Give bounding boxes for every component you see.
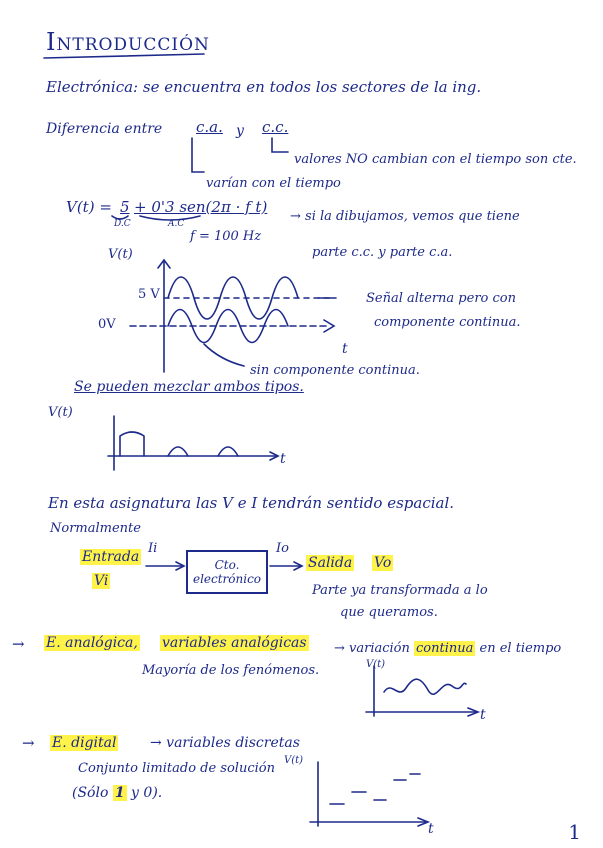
entrada-label: Entrada (82, 549, 140, 565)
normalmente-label: Normalmente (50, 521, 141, 536)
page-title: Introducción (46, 28, 210, 56)
circuit-box-line2: electrónico (192, 572, 262, 587)
graph1-xlabel: t (342, 341, 348, 357)
sin-componente-note: sin componente continua. (250, 363, 420, 378)
ca-bracket (192, 138, 204, 172)
ac-term: + 0'3 sen(2π · f t) (134, 198, 268, 216)
digital-graph-ylabel: V(t) (284, 755, 304, 766)
equation-note-2: parte c.c. y parte c.a. (312, 245, 453, 260)
title-underline (44, 54, 204, 58)
mix-line: Se pueden mezclar ambos tipos. (74, 379, 304, 395)
analogica-desc: → variación continua en el tiempo (334, 641, 562, 656)
analog-graph-ylabel: V(t) (366, 659, 386, 670)
ac-label: A.C (168, 219, 185, 229)
pulse-2 (168, 447, 188, 456)
io-label: Io (276, 541, 289, 556)
graph2-ylabel: V(t) (48, 405, 73, 420)
diferencia-lead: Diferencia entre (46, 121, 163, 137)
circuit-note-2: que queramos. (340, 605, 438, 620)
graph1-y5: 5 V (138, 287, 160, 302)
digital-vars: → variables discretas (150, 735, 300, 751)
vo-label: Vo (374, 555, 392, 571)
analogica-arrow: → (12, 635, 25, 653)
ii-label: Ii (148, 541, 158, 556)
pulse-1 (120, 432, 144, 456)
electronica-line: Electrónica: se encuentra en todos los sectores de la ing. (46, 78, 482, 96)
asignatura-line: En esta asignatura las V e I tendrán sentido espacial. (48, 494, 455, 512)
dc-brace (112, 216, 128, 219)
ca-note: varían con el tiempo (206, 176, 341, 191)
sin-componente-pointer (204, 344, 244, 366)
analogica-sub: Mayoría de los fenómenos. (142, 663, 320, 678)
alt-note-2: componente continua. (374, 315, 521, 330)
cc-label: c.c. (262, 118, 289, 136)
dc-label: D.C (114, 219, 131, 229)
vi-label: Vi (94, 573, 109, 589)
graph2-xlabel: t (280, 451, 286, 467)
graph1-y0: 0V (98, 317, 116, 332)
equation-note-1: → si la dibujamos, vemos que tiene (290, 209, 520, 224)
analogica-label: E. analógica, (46, 635, 138, 651)
ac-brace (140, 216, 200, 220)
analog-graph-xlabel: t (480, 707, 486, 723)
freq-label: f = 100 Hz (190, 229, 262, 244)
digital-arrow: → (22, 734, 35, 752)
cc-bracket (272, 138, 288, 152)
pulse-3 (218, 447, 238, 456)
circuit-note-1: Parte ya transformada a lo (312, 583, 488, 598)
graph1-ylabel: V(t) (108, 247, 133, 262)
cc-note: valores NO cambian con el tiempo son cte. (294, 152, 577, 167)
analogica-vars: variables analógicas (162, 635, 307, 651)
salida-label: Salida (308, 555, 353, 571)
analog-wave (384, 679, 466, 694)
ca-label: c.a. (196, 118, 223, 136)
page-number: 1 (568, 820, 581, 844)
equation-lhs: V(t) = (66, 198, 112, 216)
digital-conjunto: Conjunto limitado de solución (78, 761, 275, 776)
alt-note-1: Señal alterna pero con (366, 291, 516, 306)
circuit-box-line1: Cto. (214, 558, 240, 572)
digital-label: E. digital (52, 735, 117, 751)
digital-solo: (Sólo 1 y 0). (72, 785, 163, 801)
y-label: y (236, 123, 244, 139)
digital-graph-xlabel: t (428, 821, 434, 837)
dc-term: 5 (120, 198, 130, 216)
